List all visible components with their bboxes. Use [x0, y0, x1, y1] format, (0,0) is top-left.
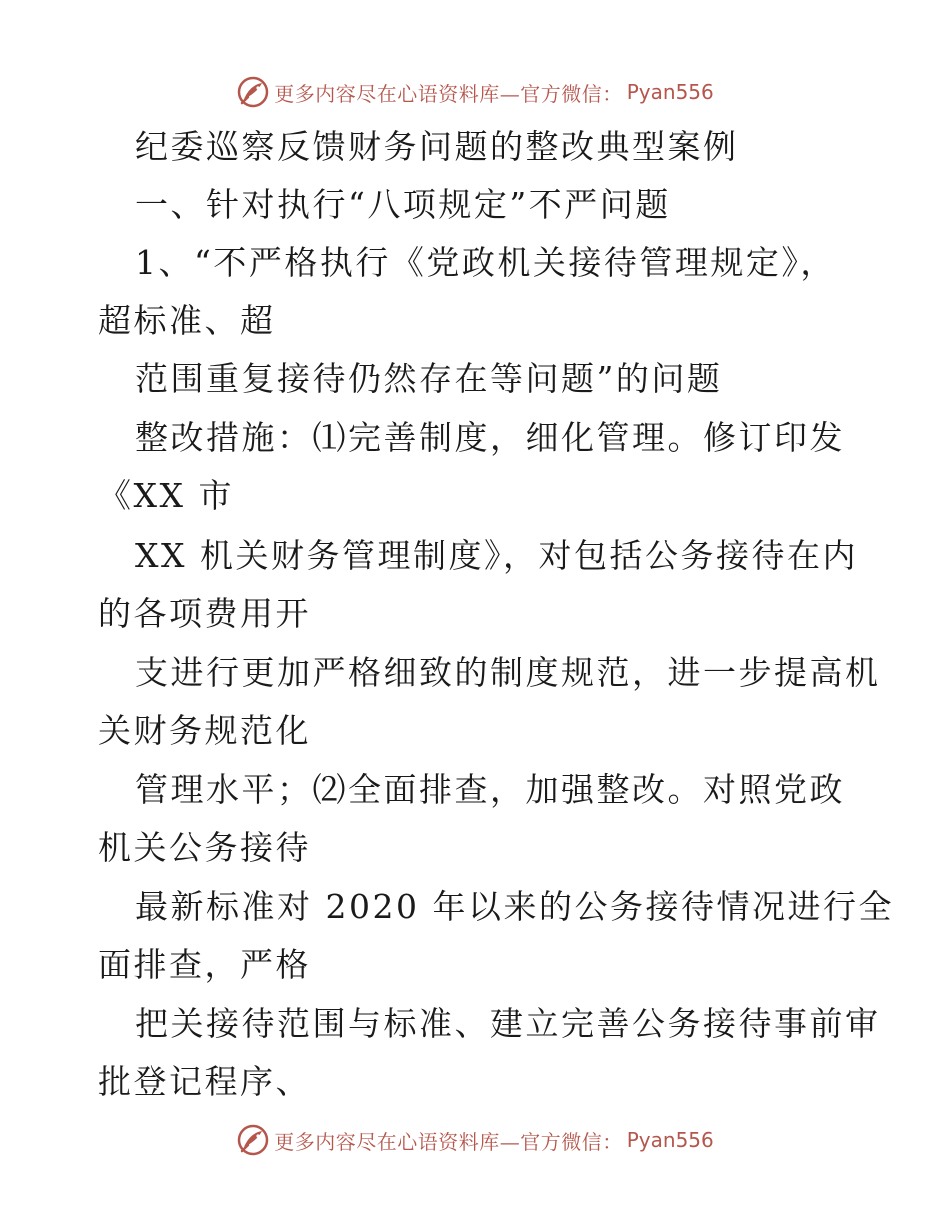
- paragraph-line: 机关公务接待: [98, 828, 311, 867]
- footer-watermark-banner: [0, 1120, 950, 1160]
- pen-logo-icon: [236, 75, 270, 109]
- document-title: 纪委巡察反馈财务问题的整改典型案例: [135, 127, 739, 166]
- watermark-text: 更多内容尽在心语资料库—官方微信：: [274, 81, 623, 106]
- paragraph-line: 面排查，严格: [98, 945, 311, 984]
- section-heading: 一、针对执行“八项规定”不严问题: [135, 185, 671, 224]
- paragraph-line: 关财务规范化: [98, 711, 311, 750]
- paragraph-line: 1、“不严格执行《党政机关接待管理规定》，: [135, 243, 836, 282]
- watermark-text: 更多内容尽在心语资料库—官方微信：: [274, 1129, 623, 1154]
- watermark-account: Pyan556: [626, 1128, 714, 1152]
- header-watermark-banner: [0, 72, 950, 112]
- paragraph-line: 最新标准对 2020 年以来的公务接待情况进行全: [135, 887, 894, 926]
- paragraph-line: XX 机关财务管理制度》，对包括公务接待在内: [135, 536, 858, 575]
- paragraph-line: 的各项费用开: [98, 594, 311, 633]
- watermark-account: Pyan556: [626, 80, 714, 104]
- paragraph-line: 管理水平；⑵全面排查，加强整改。对照党政: [135, 770, 845, 809]
- paragraph-line: 《XX 市: [98, 476, 234, 515]
- paragraph-line: 支进行更加严格细致的制度规范，进一步提高机: [135, 653, 881, 692]
- pen-logo-icon: [236, 1123, 270, 1157]
- paragraph-line: 整改措施：⑴完善制度，细化管理。修订印发: [135, 418, 845, 457]
- paragraph-line: 把关接待范围与标准、建立完善公务接待事前审: [135, 1004, 881, 1043]
- paragraph-line: 超标准、超: [98, 301, 276, 340]
- paragraph-line: 范围重复接待仍然存在等问题”的问题: [135, 359, 723, 398]
- paragraph-line: 批登记程序、: [98, 1062, 311, 1101]
